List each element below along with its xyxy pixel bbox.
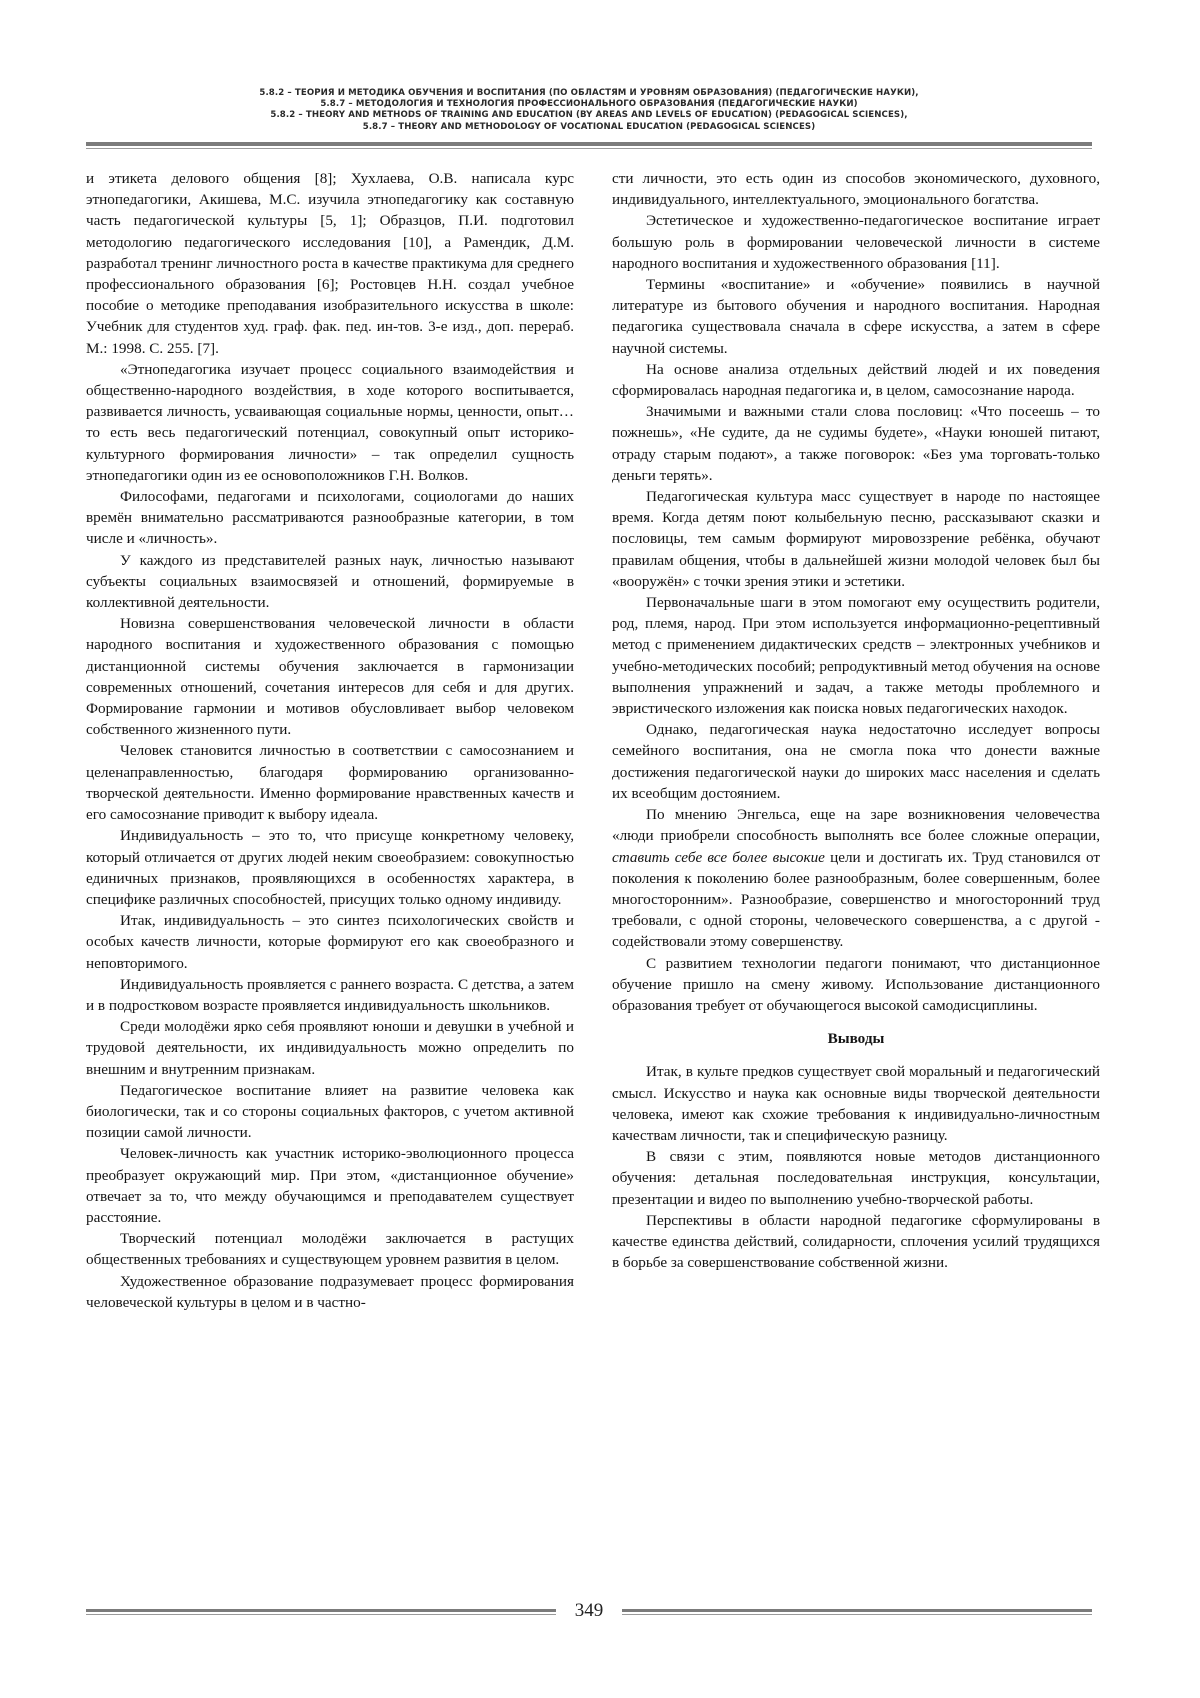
paragraph: Философами, педагогами и психологами, социологами до наших времён внимательно рассматриваются разнообразные категории, в том числе и «личность». <box>86 488 574 548</box>
header-line-1: 5.8.2 – ТЕОРИЯ И МЕТОДИКА ОБУЧЕНИЯ И ВОСПИТАНИЯ (ПО ОБЛАСТЯМ И УРОВНЯМ ОБРАЗОВАНИЯ) (ПЕДАГОГИЧЕСКИЕ НАУКИ), <box>259 88 919 98</box>
paragraph: Индивидуальность проявляется с раннего возраста. С детства, а затем и в подростковом возрасте проявляется индивидуальность школьников. <box>86 975 574 1014</box>
paragraph: Новизна совершенствования человеческой личности в области народного воспитания и художественного образования с помощью дистанционной системы обучения заключается в гармонизации современных отношений, сочетания интересов для себя и для других. Формирование гармонии и мотивов обусловливает выбор человеком собственного жизненного пути. <box>86 615 574 739</box>
paragraph: На основе анализа отдельных действий людей и их поведения сформировалась народная педагогика и, в целом, самосознание народа. <box>612 360 1100 400</box>
paragraph: Человек становится личностью в соответствии с самосознанием и целенаправленностью, благодаря формированию организованно-творческой деятельности. Именно формирование нравственных качеств и его самосознание приводит к выбору идеала. <box>86 742 574 824</box>
conclusions-heading: Выводы <box>827 1030 885 1048</box>
paragraph: сти личности, это есть один из способов экономического, духовного, индивидуального, интеллектуального, эмоционального богатства. <box>612 170 1100 209</box>
paragraph: Первоначальные шаги в этом помогают ему осуществить родители, род, племя, народ. При этом используется информационно-рецептивный метод с применением дидактических средств – электронных учебников и учебно-методических пособий; репродуктивный метод обучения на основе выполнения упражнений и задач, а также методы проблемного и эвристического изложения как поиска новых педагогических находок. <box>612 594 1100 718</box>
footer-rule-right <box>622 1609 1092 1615</box>
page-footer <box>86 1600 1092 1624</box>
header-line-2: 5.8.7 – МЕТОДОЛОГИЯ И ТЕХНОЛОГИЯ ПРОФЕССИОНАЛЬНОГО ОБРАЗОВАНИЯ (ПЕДАГОГИЧЕСКИЕ НАУКИ) <box>320 99 858 110</box>
right-column <box>612 168 1100 1273</box>
paragraph: Педагогическая культура масс существует в народе по настоящее время. Когда детям поют колыбельную песню, рассказывают сказки и пословицы, тем самым формируют мировоззрение ребёнка, обучают правилам общения, чтобы в дальнейшей жизни молодой человек был бы «вооружён» с точки зрения этики и эстетики. <box>612 488 1100 590</box>
paragraph: Однако, педагогическая наука недостаточно исследует вопросы семейного воспитания, она не смогла пока что донести важные достижения педагогической науки до широких масс населения и сделать их всеобщим достоянием. <box>612 721 1100 802</box>
header-line-3: 5.8.2 – THEORY AND METHODS OF TRAINING AND EDUCATION (BY AREAS AND LEVELS OF EDUCATION) (PEDAGOGICAL SCIENCES), <box>270 110 908 121</box>
paragraph: Среди молодёжи ярко себя проявляют юноши и девушки в учебной и трудовой деятельности, их индивидуальность можно определить по внешним и внутренним признакам. <box>86 1018 574 1078</box>
paragraph: С развитием технологии педагоги понимают, что дистанционное обучение пришло на смену живому. Использование дистанционного образования требует от обучающегося высокой самодисциплины. <box>612 954 1100 1014</box>
paragraph: Значимыми и важными стали слова пословиц: «Что посеешь – то пожнешь», «Не судите, да не судимы будете», «Науки юношей питают, отраду старым подают», а также поговорок: «Без ума торговать-только деньги терять». <box>612 403 1100 484</box>
paragraph: Итак, индивидуальность – это синтез психологических свойств и особых качеств личности, которые формируют его как своеобразного и неповторимого. <box>86 912 574 972</box>
header-line-4: 5.8.7 – THEORY AND METHODOLOGY OF VOCATIONAL EDUCATION (PEDAGOGICAL SCIENCES) <box>362 121 816 132</box>
text-run: цели и достигать их. Труд становился от поколения к поколению более разнообразным, более совершенным, более многосторонним». Разнообразие, совершенство и многосторонний труд требовали, с одной стороны, человеческого совершенства, а с другой - содействовали этому совершенству. <box>612 848 1100 951</box>
paragraph: Творческий потенциал молодёжи заключается в растущих общественных требованиях и существующем уровнем развития в целом. <box>86 1230 574 1269</box>
italic-phrase: ставить себе все более высокие <box>612 848 825 866</box>
paragraph: «Этнопедагогика изучает процесс социального взаимодействия и общественно-народного воздействия, в ходе которого воспитывается, развивается личность, усваивающая социальные нормы, ценности, опыт… то есть весь педагогический потенциал, совокупный опыт историко-культурного формирования личности» – так определил сущность этнопедагогики один из ее основоположников Г.Н. Волков. <box>86 360 574 484</box>
paragraph: и этикета делового общения [8]; Хухлаева, О.В. написала курс этнопедагогики, Акишева, М.С. изучила этнопедагогику как составную часть педагогической культуры [5, 1]; Образцов, П.И. подготовил методологию педагогического исследования [10], а Рамендик, Д.М. разработал тренинг личностного роста в качестве практикума для среднего профессионального образования [6]; Ростовцев Н.Н. создал учебное пособие о методике преподавания изобразительного искусства в школе: Учебник для студентов худ. граф. фак. пед. ин-тов. 3-е изд., доп. перераб. М.: 1998. С. 255. [7]. <box>86 170 574 357</box>
paragraph: В связи с этим, появляются новые методов дистанционного обучения: детальная последовательная инструкция, консультации, презентации и видео по выполнению учебно-творческой работы. <box>612 1148 1100 1208</box>
paragraph: Термины «воспитание» и «обучение» появились в научной литературе из бытового обучения и народного воспитания. Народная педагогика существовала сначала в сфере искусства, а затем в сфере научной системы. <box>612 276 1100 357</box>
paragraph: Педагогическое воспитание влияет на развитие человека как биологически, так и со стороны социальных факторов, с учетом активной позиции самой личности. <box>86 1081 574 1142</box>
paragraph: Человек-личность как участник историко-эволюционного процесса преобразует окружающий мир. При этом, «дистанционное обучение» отвечает за то, что между обучающимся и преподавателем существует расстояние. <box>86 1145 574 1226</box>
paragraph: Итак, в культе предков существует свой моральный и педагогический смысл. Искусство и наука как основные виды творческой деятельности человека, имеют как схожие требования к индивидуально-личностным качествам личности, так и специфическую разницу. <box>612 1063 1100 1144</box>
page-number: 349 <box>574 1600 604 1621</box>
running-header <box>86 88 1092 133</box>
paragraph: Эстетическое и художественно-педагогическое воспитание играет большую роль в формировании человеческой личности в системе народного воспитания и художественного образования [11]. <box>612 212 1100 272</box>
engels-quote-paragraph <box>612 804 1100 952</box>
paragraph: У каждого из представителей разных наук, личностью называют субъекты социальных взаимосвязей и отношений, формируемые в коллективной деятельности. <box>86 551 574 612</box>
text-run: По мнению Энгельса, еще на заре возникновения человечества «люди приобрели способность выполнять все более сложные операции, <box>612 806 1100 845</box>
left-column <box>86 168 574 1313</box>
paragraph: Индивидуальность – это то, что присуще конкретному человеку, который отличается от других людей неким своеобразием: совокупностью единичных признаков, проявляющихся в особенностях характера, в специфике различных способностей, присущих только одному индивиду. <box>86 827 574 908</box>
paragraph: Художественное образование подразумевает процесс формирования человеческой культуры в целом и в частно- <box>86 1272 574 1311</box>
paragraph: Перспективы в области народной педагогике сформулированы в качестве единства действий, солидарности, сплочения усилий трудящихся в борьбе за совершенствование собственной жизни. <box>612 1211 1100 1272</box>
header-divider <box>86 142 1092 149</box>
